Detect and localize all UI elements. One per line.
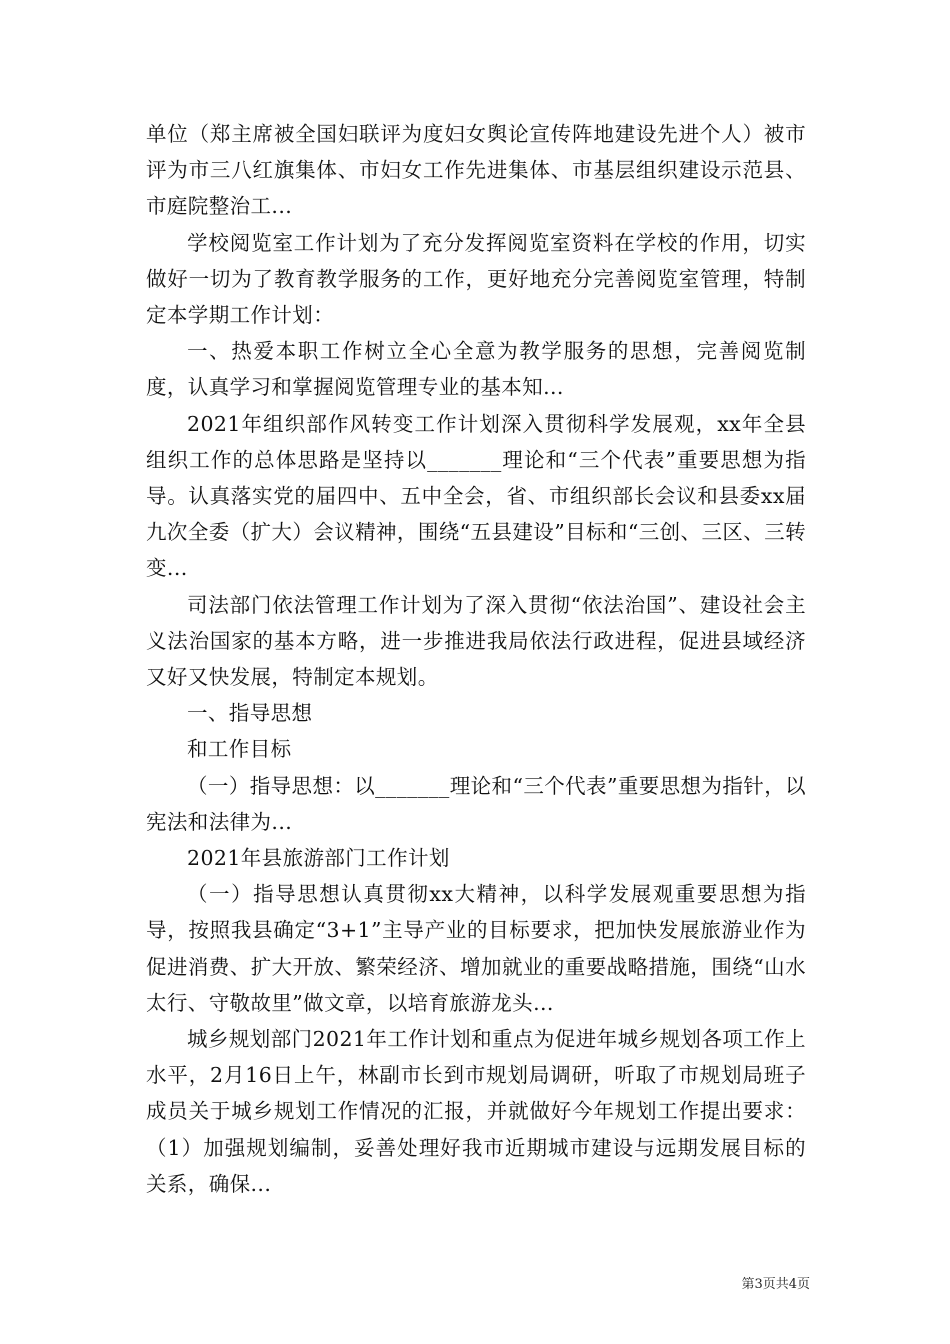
paragraph-guiding-thought-heading: 一、指导思想 — [187, 701, 313, 726]
paragraph-urban-planning-plan: 城乡规划部门2021年工作计划和重点为促进年城乡规划各项工作上水平，2月16日上午，林副市长到市规划局调研，听取了市规划局班子成员关于城乡规划工作情况的汇报，并就做好今年规划工作提出要求：（1）加强规划编制，妥善处理好我市近期城市建设与远期发展目标的关系，确保... — [146, 1027, 806, 1196]
paragraph-reading-room-plan: 学校阅览室工作计划为了充分发挥阅览室资料在学校的作用，切实做好一切为了教育教学服务的工作，更好地充分完善阅览室管理，特制定本学期工作计划： — [146, 230, 806, 328]
paragraph-judicial-plan: 司法部门依法管理工作计划为了深入贯彻“依法治国”、建设社会主义法治国家的基本方略，进一步推进我局依法行政进程，促进县域经济又好又快发展，特制定本规划。 — [146, 592, 806, 690]
document-body — [146, 116, 806, 1202]
paragraph-work-goals-heading: 和工作目标 — [187, 737, 292, 762]
paragraph-reading-room-item-1: 一、热爱本职工作树立全心全意为教学服务的思想，完善阅览制度，认真学习和掌握阅览管理专业的基本知... — [146, 339, 806, 400]
paragraph-guiding-thought-content: （一）指导思想：以_______理论和“三个代表”重要思想为指针，以宪法和法律为... — [146, 773, 806, 834]
paragraph-organization-plan: 2021年组织部作风转变工作计划深入贯彻科学发展观，xx年全县组织工作的总体思路是坚持以_______理论和“三个代表”重要思想为指导。认真落实党的届四中、五中全会，省、市组织部长会议和县委xx届九次全委（扩大）会议精神，围绕“五县建设”目标和“三创、三区、三转变... — [146, 411, 806, 581]
paragraph-tourism-guiding-thought: （一）指导思想认真贯彻xx大精神，以科学发展观重要思想为指导，按照我县确定“3+1”主导产业的目标要求，把加快发展旅游业作为促进消费、扩大开放、繁荣经济、增加就业的重要战略措施，围绕“山水太行、守敬故里”做文章，以培育旅游龙头... — [146, 882, 806, 1015]
paragraph-tourism-plan-title: 2021年县旅游部门工作计划 — [187, 846, 450, 871]
page-number-footer: 第3页共4页 — [741, 1277, 810, 1292]
paragraph-continuation: 单位（郑主席被全国妇联评为度妇女舆论宣传阵地建设先进个人）被市评为市三八红旗集体、市妇女工作先进集体、市基层组织建设示范县、市庭院整治工... — [146, 122, 806, 219]
